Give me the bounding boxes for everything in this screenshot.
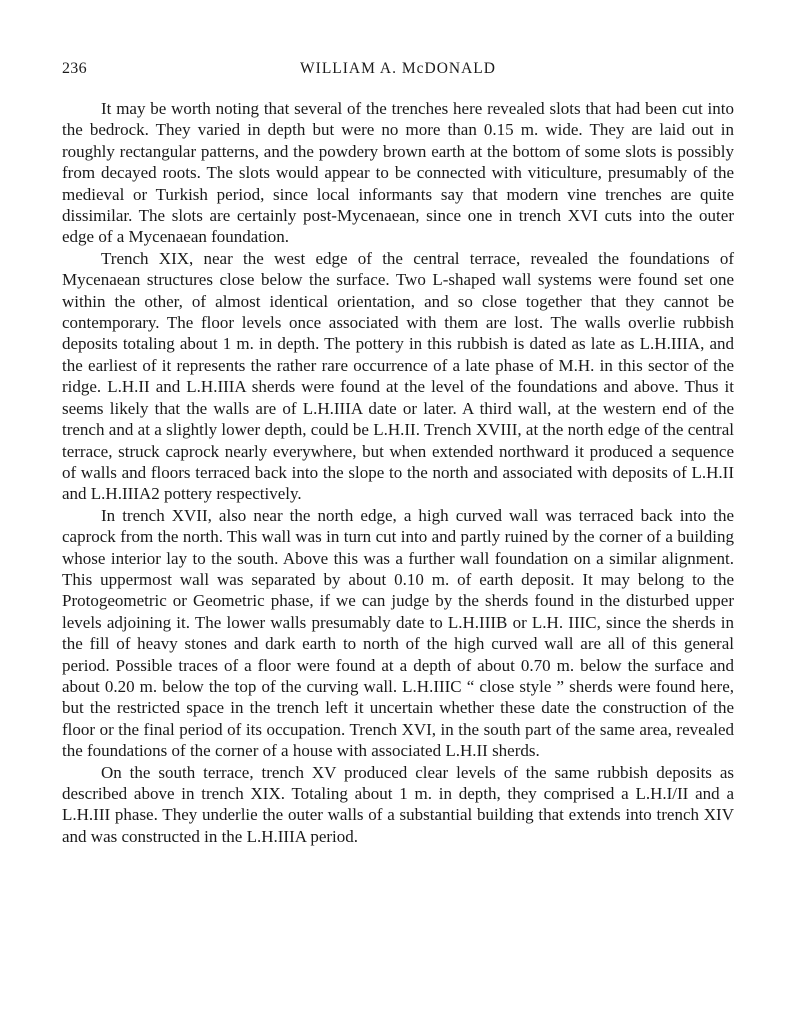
running-head: WILLIAM A. McDONALD [300, 60, 496, 77]
paragraph: Trench XIX, near the west edge of the central terrace, revealed the foundations of Mycenaean structures close below the surface. Two L-shaped wall systems were found set one within the other, of almost identical orientation, and so close together that they cannot be contemporary. The floor levels once associated with them are lost. The walls overlie rubbish deposits totaling about 1 m. in depth. The pottery in this rubbish is dated as late as L.H.IIIA, and the earliest of it represents the rather rare occurrence of a late phase of M.H. in this sector of the ridge. L.H.II and L.H.IIIA sherds were found at the level of the foundations and above. Thus it seems likely that the walls are of L.H.IIIA date or later. A third wall, at the western end of the trench and at a slightly lower depth, could be L.H.II. Trench XVIII, at the north edge of the central terrace, struck caprock nearly everywhere, but when extended northward it produced a sequence of walls and floors terraced back into the slope to the north and associated with deposits of L.H.II and L.H.IIIA2 pottery respectively. [62, 248, 734, 504]
page-header [62, 60, 734, 84]
paragraph: On the south terrace, trench XV produced clear levels of the same rubbish deposits as described above in trench XIX. Totaling about 1 m. in depth, they comprised a L.H.I/II and a L.H.III phase. They underlie the outer walls of a substantial building that extends into trench XIV and was constructed in the L.H.IIIA period. [62, 762, 734, 846]
page-number: 236 [62, 60, 87, 77]
paragraph: In trench XVII, also near the north edge, a high curved wall was terraced back into the caprock from the north. This wall was in turn cut into and partly ruined by the corner of a building whose interior lay to the south. Above this was a further wall foundation on a similar alignment. This uppermost wall was separated by about 0.10 m. of earth deposit. It may belong to the Protogeometric or Geometric phase, if we can judge by the sherds found in the disturbed upper levels adjoining it. The lower walls presumably date to L.H.IIIB or L.H. IIIC, since the sherds in the fill of heavy stones and dark earth to north of the high curved wall are all of this general period. Possible traces of a floor were found at a depth of about 0.70 m. below the surface and about 0.20 m. below the top of the curving wall. L.H.IIIC “ close style ” sherds were found here, but the restricted space in the trench left it uncertain whether these date the construction of the floor or the final period of its occupation. Trench XVI, in the south part of the same area, revealed the foundations of the corner of a house with associated L.H.II sherds. [62, 505, 734, 761]
paragraph: It may be worth noting that several of the trenches here revealed slots that had been cut into the bedrock. They varied in depth but were no more than 0.15 m. wide. They are laid out in roughly rectangular patterns, and the powdery brown earth at the bottom of some slots is possibly from decayed roots. The slots would appear to be connected with viticulture, presumably of the medieval or Turkish period, since local informants say that modern vine trenches are quite dissimilar. The slots are certainly post-Mycenaean, since one in trench XVI cuts into the outer edge of a Mycenaean foundation. [62, 99, 734, 247]
body-text [62, 98, 734, 847]
